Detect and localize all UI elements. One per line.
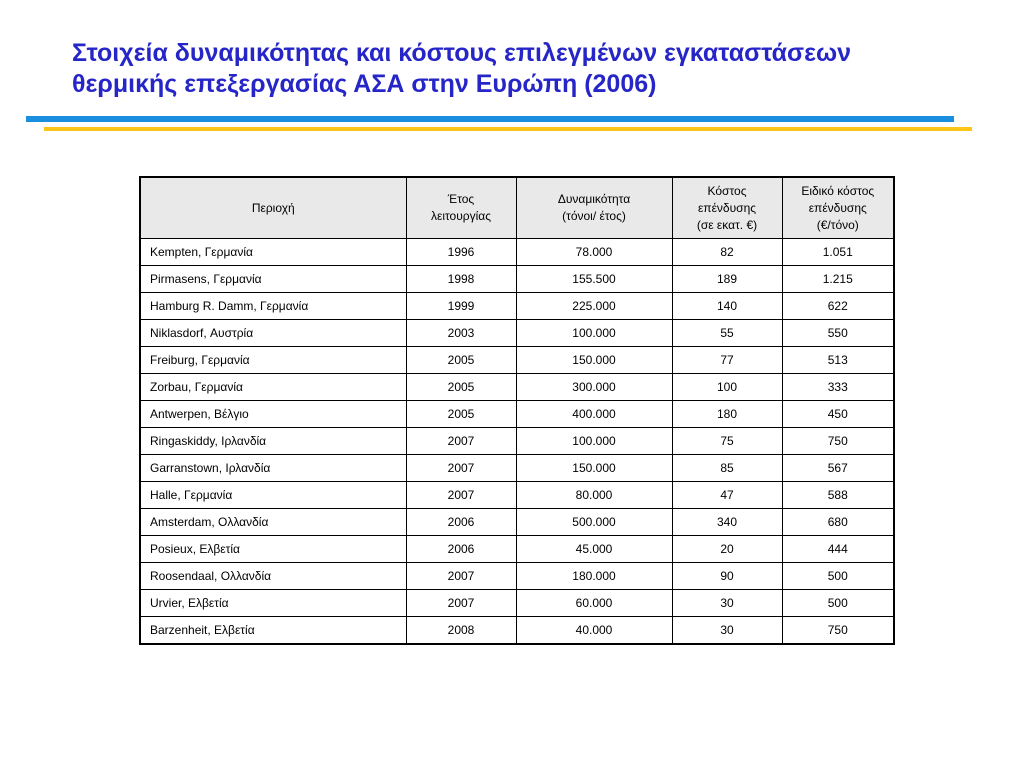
cell-specific-cost: 750 [782,617,894,645]
table-row [140,347,894,374]
cell-investment-cost: 75 [672,428,782,455]
cell-year: 2008 [406,617,516,645]
cell-investment-cost: 85 [672,455,782,482]
cell-capacity: 400.000 [516,401,672,428]
table-row [140,482,894,509]
cell-region: Kempten, Γερμανία [140,239,406,266]
cell-capacity: 100.000 [516,428,672,455]
cell-year: 2007 [406,482,516,509]
cell-region: Urvier, Ελβετία [140,590,406,617]
cell-investment-cost: 180 [672,401,782,428]
cell-specific-cost: 680 [782,509,894,536]
cell-region: Roosendaal, Ολλανδία [140,563,406,590]
header-region [140,177,406,239]
cell-year: 2005 [406,401,516,428]
cell-region: Garranstown, Ιρλανδία [140,455,406,482]
cell-capacity: 180.000 [516,563,672,590]
title-divider-yellow [44,127,972,131]
cell-investment-cost: 100 [672,374,782,401]
slide-title-line-2: θερμικής επεξεργασίας ΑΣΑ στην Ευρώπη (2006) [72,70,657,98]
cell-specific-cost: 513 [782,347,894,374]
header-investment-cost [672,177,782,239]
table-body [140,239,894,645]
header-investment-cost-line: Κόστος [707,183,747,198]
cell-region: Pirmasens, Γερμανία [140,266,406,293]
cell-capacity: 60.000 [516,590,672,617]
title-divider-blue [26,116,954,122]
header-region-line: Περιοχή [251,200,295,215]
cell-specific-cost: 550 [782,320,894,347]
cell-investment-cost: 30 [672,590,782,617]
cell-capacity: 300.000 [516,374,672,401]
table-row [140,428,894,455]
slide-title-line-1: Στοιχεία δυναμικότητας και κόστους επιλεγμένων εγκαταστάσεων [72,39,852,67]
table-row [140,374,894,401]
cell-region: Zorbau, Γερμανία [140,374,406,401]
cell-capacity: 78.000 [516,239,672,266]
cell-specific-cost: 1.051 [782,239,894,266]
table-row [140,401,894,428]
cell-investment-cost: 55 [672,320,782,347]
cell-year: 1998 [406,266,516,293]
header-investment-cost-line: (σε εκατ. €) [696,217,758,232]
cell-year: 2005 [406,347,516,374]
cell-year: 2005 [406,374,516,401]
cell-investment-cost: 140 [672,293,782,320]
slide-title [72,38,992,100]
table-row [140,536,894,563]
cell-year: 2007 [406,590,516,617]
table-header-row [140,177,894,239]
cell-region: Posieux, Ελβετία [140,536,406,563]
table-header [140,177,894,239]
cell-region: Antwerpen, Βέλγιο [140,401,406,428]
cell-region: Niklasdorf, Αυστρία [140,320,406,347]
header-specific-cost-line: Ειδικό κόστος [801,183,875,198]
cell-specific-cost: 750 [782,428,894,455]
cell-capacity: 80.000 [516,482,672,509]
cell-region: Barzenheit, Ελβετία [140,617,406,645]
table-row [140,617,894,645]
cell-capacity: 150.000 [516,347,672,374]
cell-year: 1999 [406,293,516,320]
cell-investment-cost: 340 [672,509,782,536]
cell-region: Halle, Γερμανία [140,482,406,509]
table-row [140,320,894,347]
cell-region: Freiburg, Γερμανία [140,347,406,374]
cell-capacity: 45.000 [516,536,672,563]
header-year [406,177,516,239]
cell-specific-cost: 333 [782,374,894,401]
cell-region: Hamburg R. Damm, Γερμανία [140,293,406,320]
cell-capacity: 500.000 [516,509,672,536]
header-year-line: Έτος [447,192,475,206]
cell-investment-cost: 90 [672,563,782,590]
cell-capacity: 40.000 [516,617,672,645]
cell-investment-cost: 47 [672,482,782,509]
cell-region: Amsterdam, Ολλανδία [140,509,406,536]
cell-investment-cost: 82 [672,239,782,266]
table-row [140,266,894,293]
cell-investment-cost: 30 [672,617,782,645]
header-specific-cost-line: (€/τόνο) [816,217,859,232]
cell-specific-cost: 622 [782,293,894,320]
cell-year: 2006 [406,536,516,563]
cell-specific-cost: 588 [782,482,894,509]
header-year-line: λειτουργίας [430,209,492,223]
header-specific-cost-line: επένδυσης [808,200,867,215]
header-investment-cost-line: επένδυσης [697,200,757,215]
cell-capacity: 150.000 [516,455,672,482]
cell-year: 2007 [406,563,516,590]
table-row [140,563,894,590]
cell-region: Ringaskiddy, Ιρλανδία [140,428,406,455]
table-row [140,590,894,617]
table-row [140,239,894,266]
cell-investment-cost: 20 [672,536,782,563]
header-capacity [516,177,672,239]
cell-investment-cost: 189 [672,266,782,293]
cell-specific-cost: 450 [782,401,894,428]
cell-year: 2003 [406,320,516,347]
table-row [140,455,894,482]
header-specific-cost [782,177,894,239]
header-capacity-line: (τόνοι/ έτος) [562,209,626,223]
cell-year: 2007 [406,455,516,482]
cell-specific-cost: 1.215 [782,266,894,293]
cell-capacity: 155.500 [516,266,672,293]
cell-specific-cost: 500 [782,590,894,617]
cell-year: 2007 [406,428,516,455]
cell-investment-cost: 77 [672,347,782,374]
cell-year: 1996 [406,239,516,266]
table-row [140,509,894,536]
table-row [140,293,894,320]
header-capacity-line: Δυναμικότητα [557,192,631,206]
facilities-table [139,176,895,645]
cell-year: 2006 [406,509,516,536]
cell-specific-cost: 500 [782,563,894,590]
cell-specific-cost: 444 [782,536,894,563]
cell-capacity: 225.000 [516,293,672,320]
cell-capacity: 100.000 [516,320,672,347]
cell-specific-cost: 567 [782,455,894,482]
